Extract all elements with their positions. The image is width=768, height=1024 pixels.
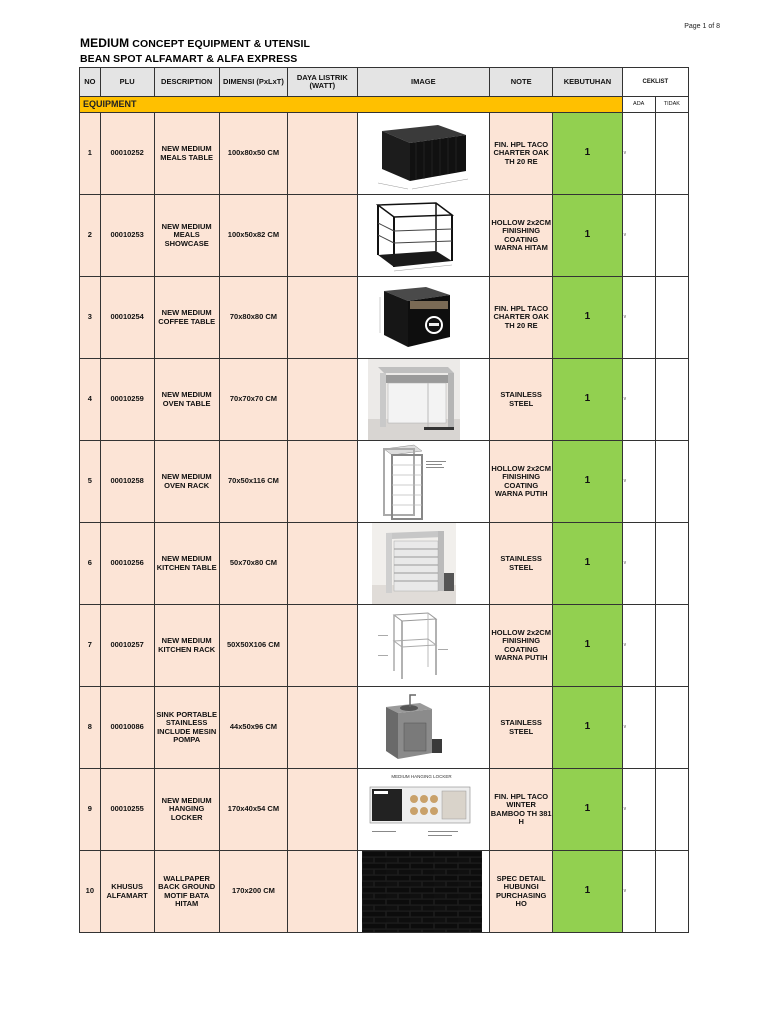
- oven-table-render: [368, 359, 460, 440]
- row-kebutuhan: 1: [553, 359, 622, 441]
- oven-rack-render: [376, 441, 454, 522]
- row-description: NEW MEDIUM KITCHEN TABLE: [154, 523, 219, 605]
- row-no: 5: [80, 441, 101, 523]
- row-description: NEW MEDIUM COFFEE TABLE: [154, 277, 219, 359]
- header-image: IMAGE: [357, 68, 490, 97]
- table-row: [80, 769, 689, 851]
- row-no: 3: [80, 277, 101, 359]
- row-dimensi: 170x200 CM: [219, 851, 287, 933]
- row-plu: 00010256: [100, 523, 154, 605]
- row-daya: [288, 523, 357, 605]
- row-image: [357, 195, 490, 277]
- row-no: 8: [80, 687, 101, 769]
- header-daya: DAYA LISTRIK (WATT): [288, 68, 357, 97]
- row-image: [357, 359, 490, 441]
- title-line-1: [80, 36, 310, 52]
- row-kebutuhan: 1: [553, 523, 622, 605]
- row-plu: 00010259: [100, 359, 154, 441]
- row-description: SINK PORTABLE STAINLESS INCLUDE MESIN POMPA: [154, 687, 219, 769]
- row-dimensi: 50x70x80 CM: [219, 523, 287, 605]
- row-daya: [288, 359, 357, 441]
- row-plu: 00010252: [100, 113, 154, 195]
- row-tidak-check: [655, 851, 688, 933]
- row-dimensi: 100x50x82 CM: [219, 195, 287, 277]
- header-description: DESCRIPTION: [154, 68, 219, 97]
- row-ada-check: v: [622, 687, 655, 769]
- section-row: [80, 97, 689, 113]
- row-ada-check: v: [622, 441, 655, 523]
- row-no: 4: [80, 359, 101, 441]
- row-kebutuhan: 1: [553, 687, 622, 769]
- row-daya: [288, 113, 357, 195]
- row-daya: [288, 441, 357, 523]
- row-kebutuhan: 1: [553, 441, 622, 523]
- row-note: FIN. HPL TACO CHARTER OAK TH 20 RE: [490, 113, 553, 195]
- header-plu: PLU: [100, 68, 154, 97]
- row-plu: 00010258: [100, 441, 154, 523]
- row-description: NEW MEDIUM KITCHEN RACK: [154, 605, 219, 687]
- table-row: [80, 605, 689, 687]
- row-plu: 00010086: [100, 687, 154, 769]
- row-tidak-check: [655, 277, 688, 359]
- row-daya: [288, 687, 357, 769]
- row-no: 6: [80, 523, 101, 605]
- row-no: 7: [80, 605, 101, 687]
- row-ada-check: v: [622, 195, 655, 277]
- image-caption: MEDIUM HANGING LOCKER: [391, 774, 452, 779]
- row-no: 10: [80, 851, 101, 933]
- row-note: STAINLESS STEEL: [490, 687, 553, 769]
- row-note: HOLLOW 2x2CM FINISHING COATING WARNA HITAM: [490, 195, 553, 277]
- row-note: FIN. HPL TACO WINTER BAMBOO TH 381 H: [490, 769, 553, 851]
- header-row: [80, 68, 689, 97]
- row-description: NEW MEDIUM MEALS SHOWCASE: [154, 195, 219, 277]
- title-line-2: BEAN SPOT ALFAMART & ALFA EXPRESS: [80, 53, 298, 65]
- table-row: [80, 441, 689, 523]
- header-kebutuhan: KEBUTUHAN: [553, 68, 622, 97]
- header-note: NOTE: [490, 68, 553, 97]
- table-row: [80, 359, 689, 441]
- row-tidak-check: [655, 605, 688, 687]
- row-dimensi: 70x50x116 CM: [219, 441, 287, 523]
- row-description: NEW MEDIUM OVEN RACK: [154, 441, 219, 523]
- row-dimensi: 170x40x54 CM: [219, 769, 287, 851]
- header-no: NO: [80, 68, 101, 97]
- row-kebutuhan: 1: [553, 195, 622, 277]
- row-ada-check: v: [622, 277, 655, 359]
- row-tidak-check: [655, 769, 688, 851]
- row-kebutuhan: 1: [553, 769, 622, 851]
- row-plu: 00010254: [100, 277, 154, 359]
- table-row: [80, 113, 689, 195]
- table-row: [80, 687, 689, 769]
- row-image: [357, 769, 490, 851]
- header-dimensi: DIMENSI (PxLxT): [219, 68, 287, 97]
- row-tidak-check: [655, 113, 688, 195]
- row-ada-check: v: [622, 113, 655, 195]
- row-kebutuhan: 1: [553, 605, 622, 687]
- row-ada-check: v: [622, 359, 655, 441]
- hanging-locker-render: [362, 769, 482, 850]
- header-ceklist: CEKLIST: [622, 68, 688, 97]
- row-no: 1: [80, 113, 101, 195]
- row-plu: 00010257: [100, 605, 154, 687]
- kitchen-rack-render: [376, 605, 452, 686]
- row-ada-check: v: [622, 851, 655, 933]
- row-note: SPEC DETAIL HUBUNGI PURCHASING HO: [490, 851, 553, 933]
- row-description: NEW MEDIUM MEALS TABLE: [154, 113, 219, 195]
- row-description: NEW MEDIUM OVEN TABLE: [154, 359, 219, 441]
- row-note: FIN. HPL TACO CHARTER OAK TH 20 RE: [490, 277, 553, 359]
- table-row: [80, 523, 689, 605]
- row-ada-check: v: [622, 769, 655, 851]
- row-image: [357, 277, 490, 359]
- document-title: [80, 36, 310, 67]
- row-plu: KHUSUS ALFAMART: [100, 851, 154, 933]
- row-image: [357, 851, 490, 933]
- row-daya: [288, 605, 357, 687]
- row-note: STAINLESS STEEL: [490, 359, 553, 441]
- row-daya: [288, 277, 357, 359]
- row-kebutuhan: 1: [553, 277, 622, 359]
- row-image: [357, 523, 490, 605]
- row-tidak-check: [655, 441, 688, 523]
- black-brick-wallpaper: [362, 851, 482, 932]
- row-dimensi: 70x80x80 CM: [219, 277, 287, 359]
- row-image: [357, 605, 490, 687]
- row-no: 9: [80, 769, 101, 851]
- header-ada: ADA: [622, 97, 655, 113]
- row-note: HOLLOW 2x2CM FINISHING COATING WARNA PUTIH: [490, 605, 553, 687]
- table-row: [80, 277, 689, 359]
- title-medium: MEDIUM: [80, 36, 130, 50]
- row-plu: 00010255: [100, 769, 154, 851]
- row-ada-check: v: [622, 523, 655, 605]
- row-image: [357, 687, 490, 769]
- sink-render: [376, 687, 446, 768]
- row-ada-check: v: [622, 605, 655, 687]
- row-plu: 00010253: [100, 195, 154, 277]
- row-kebutuhan: 1: [553, 113, 622, 195]
- table-row: [80, 851, 689, 933]
- black-table-render: [368, 113, 478, 194]
- row-daya: [288, 769, 357, 851]
- row-daya: [288, 195, 357, 277]
- row-dimensi: 70x70x70 CM: [219, 359, 287, 441]
- row-dimensi: 50X50X106 CM: [219, 605, 287, 687]
- header-tidak: TIDAK: [655, 97, 688, 113]
- row-tidak-check: [655, 523, 688, 605]
- equipment-table: [79, 67, 689, 933]
- row-kebutuhan: 1: [553, 851, 622, 933]
- row-dimensi: 100x80x50 CM: [219, 113, 287, 195]
- title-rest: CONCEPT EQUIPMENT & UTENSIL: [129, 38, 310, 50]
- kitchen-table-render: [372, 523, 456, 604]
- row-daya: [288, 851, 357, 933]
- row-dimensi: 44x50x96 CM: [219, 687, 287, 769]
- showcase-render: [366, 195, 462, 276]
- row-description: NEW MEDIUM HANGING LOCKER: [154, 769, 219, 851]
- row-note: STAINLESS STEEL: [490, 523, 553, 605]
- coffee-table-render: [366, 277, 462, 358]
- row-tidak-check: [655, 687, 688, 769]
- row-note: HOLLOW 2x2CM FINISHING COATING WARNA PUTIH: [490, 441, 553, 523]
- row-tidak-check: [655, 359, 688, 441]
- row-tidak-check: [655, 195, 688, 277]
- row-description: WALLPAPER BACK GROUND MOTIF BATA HITAM: [154, 851, 219, 933]
- table-row: [80, 195, 689, 277]
- section-equipment: EQUIPMENT: [80, 97, 623, 113]
- row-no: 2: [80, 195, 101, 277]
- row-image: [357, 113, 490, 195]
- row-image: [357, 441, 490, 523]
- page-number: Page 1 of 8: [684, 23, 720, 30]
